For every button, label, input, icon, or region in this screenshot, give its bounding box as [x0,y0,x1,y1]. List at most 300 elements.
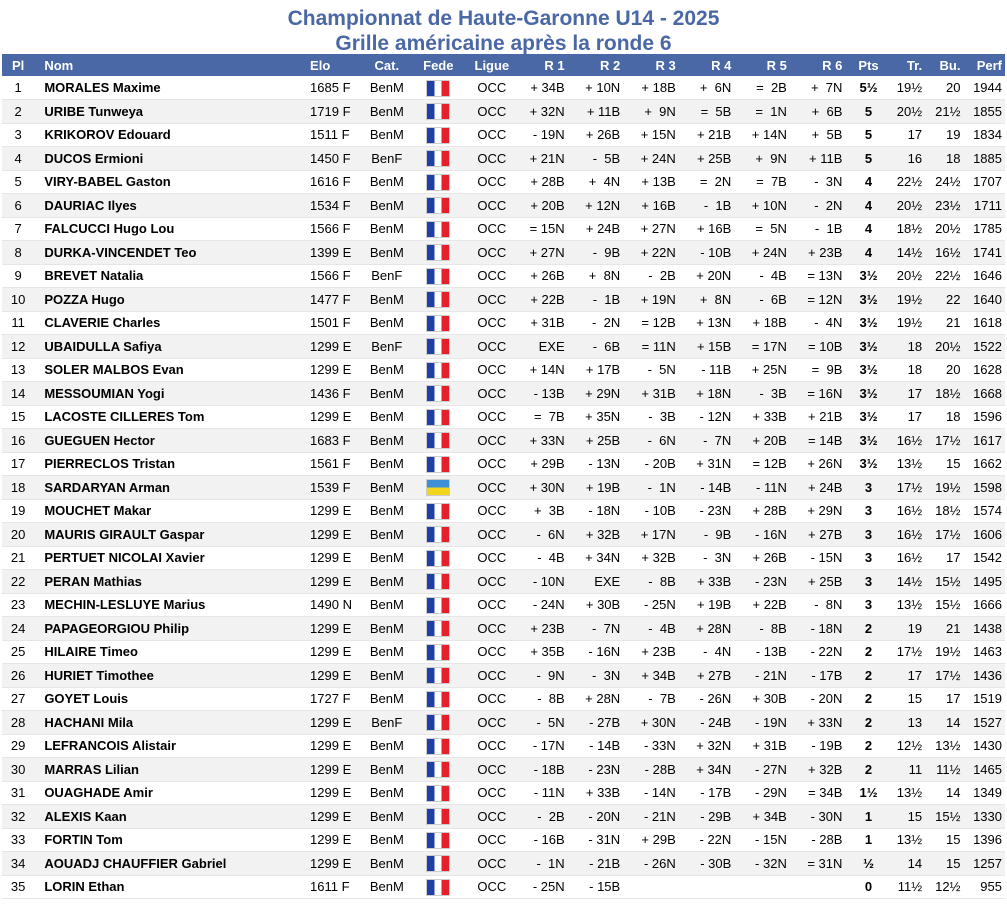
round-1-result-text: + 21N [529,150,565,166]
round-6-result [797,100,853,124]
rank-cell-text: 7 [14,221,22,237]
round-2-result [575,523,631,547]
points-cell-text: 4 [864,244,873,260]
category-cell-text: BenF [371,150,403,166]
round-2-result [575,335,631,359]
rank-cell [2,570,34,594]
rank-cell-text: 25 [10,644,26,660]
round-5-result-text: - 16N [755,526,787,542]
tiebreak-tr-cell [885,617,925,641]
round-1-result-text: + 34B [530,80,565,95]
table-row [2,476,1005,500]
tiebreak-bu-cell-text: 20 [946,80,961,95]
player-name [34,476,307,500]
round-4-result-text: - 14B [700,479,732,495]
category-cell-text: BenM [369,503,404,519]
round-3-result [630,452,686,476]
tiebreak-bu-cell-text: 15 [946,855,961,871]
player-name-text: MECHIN-LESLUYE Marius [44,597,206,613]
round-2-result-text: + 28N [585,691,621,707]
tiebreak-tr-cell-text: 17½ [896,644,923,660]
round-6-result-text: + 11B [809,150,843,166]
round-2-result [575,805,631,829]
round-2-result-text: - 20N [588,808,621,824]
round-5-result [741,288,797,312]
standings-body [2,76,1005,899]
round-5-result-text: - 23N [755,573,787,589]
round-4-result-text: - 12N [699,409,732,425]
player-name-text: HURIET Timothee [44,667,154,683]
round-3-result-text: - 14N [643,785,676,801]
table-row [2,382,1005,406]
round-2-result [575,476,631,500]
elo-cell-text: 1566 F [310,268,351,284]
round-5-result-text: + 9N [755,150,787,166]
round-1-result-text: = 15N [529,221,565,237]
elo-cell-text: 1399 E [310,244,352,260]
round-6-result [797,76,853,100]
league-cell [465,640,520,664]
col-header-r3: R 3 [655,57,676,73]
tiebreak-bu-cell [925,828,963,852]
federation-cell [412,147,465,171]
rank-cell-text: 22 [10,573,26,589]
player-name-text: MOUCHET Makar [44,503,152,519]
round-4-result [686,429,742,453]
tiebreak-tr-cell [885,100,925,124]
round-4-result-text: - 4N [703,644,732,660]
round-4-result [686,452,742,476]
federation-cell [412,805,465,829]
col-header-ligue: Ligue [474,57,510,73]
points-cell-text: 2 [864,761,873,777]
round-5-result [741,100,797,124]
round-3-result [630,476,686,500]
player-name-text: KRIKOROV Edouard [44,127,171,143]
performance-cell [963,875,1005,899]
performance-cell-text: 1438 [973,620,1002,636]
elo-cell-text: 1299 E [310,573,352,589]
table-row [2,852,1005,876]
elo-cell-text: 1539 F [310,479,351,495]
rank-cell [2,405,34,429]
france-flag-icon [427,339,449,354]
points-cell-text: 4 [864,174,873,190]
tiebreak-tr-cell [885,217,925,241]
round-1-result [519,382,575,406]
round-2-result-text: - 16N [588,644,621,660]
rank-cell [2,664,34,688]
performance-cell-text: 955 [980,879,1002,895]
tiebreak-bu-cell-text: 17 [946,691,961,707]
league-cell [465,76,520,100]
round-4-result [686,805,742,829]
round-5-result-text: + 10N [751,197,787,213]
league-cell [465,100,520,124]
round-3-result [630,288,686,312]
tiebreak-bu-cell [925,617,963,641]
tiebreak-bu-cell-text: 17 [946,550,961,566]
elo-cell-text: 1299 E [310,620,352,636]
tiebreak-tr-cell [885,358,925,382]
round-4-result-text: - 10B [700,244,732,260]
round-5-result-text: = 5N [755,221,787,237]
category-cell-text: BenM [369,479,404,495]
france-flag-icon [427,880,449,895]
category-cell [362,405,413,429]
category-cell [362,734,413,758]
round-1-result-text: - 17N [532,738,565,754]
round-3-result-text: + 17N [640,526,676,542]
tiebreak-tr-cell-text: 16½ [896,526,923,542]
tiebreak-bu-cell [925,405,963,429]
round-5-result-text: = 7B [756,174,787,190]
elo-cell [307,429,362,453]
rank-cell-text: 4 [14,150,22,166]
rank-cell [2,687,34,711]
france-flag-icon [427,245,449,260]
federation-cell [412,852,465,876]
round-3-result [630,640,686,664]
france-flag-icon [427,809,449,824]
tiebreak-tr-cell [885,758,925,782]
round-1-result-text: EXE [538,338,565,354]
tiebreak-bu-cell-text: 11½ [936,761,961,777]
performance-cell [963,781,1005,805]
tiebreak-bu-cell-text: 13½ [935,738,961,754]
round-3-result-text: = 12B [641,315,676,331]
round-1-result [519,687,575,711]
round-5-result-text: + 31B [752,738,787,754]
table-row [2,734,1005,758]
league-cell [465,664,520,688]
tiebreak-bu-cell-text: 17½ [935,667,961,683]
table-row [2,711,1005,735]
league-cell [465,311,520,335]
performance-cell [963,523,1005,547]
rank-cell-text: 11 [11,315,25,331]
round-3-result [630,758,686,782]
round-5-result [741,828,797,852]
round-4-result [686,476,742,500]
player-name [34,241,307,265]
round-2-result [575,452,631,476]
round-1-result [519,76,575,100]
elo-cell [307,570,362,594]
elo-cell [307,734,362,758]
round-1-result [519,429,575,453]
round-6-result-text: + 33N [807,714,843,730]
tiebreak-bu-cell [925,194,963,218]
col-header-cat: Cat. [374,57,400,73]
table-row [2,311,1005,335]
round-2-result-text: - 18N [588,503,621,519]
player-name-text: AOUADJ CHAUFFIER Gabriel [44,855,227,871]
league-cell [465,217,520,241]
round-3-result [630,76,686,100]
league-cell-text: OCC [477,667,507,683]
league-cell [465,758,520,782]
round-5-result [741,570,797,594]
league-cell-text: OCC [477,80,507,95]
round-1-result-text: - 18B [533,761,565,777]
round-3-result [630,499,686,523]
tiebreak-bu-cell [925,100,963,124]
tiebreak-bu-cell-text: 15½ [935,597,961,613]
round-5-result-text: - 8B [759,620,787,636]
player-name [34,311,307,335]
round-3-result-text: + 31B [641,385,676,401]
table-row [2,241,1005,265]
round-2-result-text: - 1B [592,291,621,307]
performance-cell-text: 1618 [973,315,1002,331]
category-cell [362,476,413,500]
category-cell-text: BenM [369,644,404,660]
rank-cell-text: 13 [10,362,26,378]
round-6-result-text: + 23B [808,244,843,260]
france-flag-icon [427,692,449,707]
round-6-result [797,875,853,899]
round-4-result-text: - 26N [699,691,732,707]
round-6-result [797,805,853,829]
federation-cell [412,664,465,688]
round-2-result-text: - 5B [592,150,621,166]
points-cell [852,852,884,876]
category-cell-text: BenM [369,597,404,613]
player-name [34,640,307,664]
round-3-result [630,335,686,359]
round-6-result-text: - 2N [814,197,843,213]
category-cell-text: BenM [369,573,404,589]
rank-cell [2,452,34,476]
points-cell-text: 5 [864,150,873,166]
league-cell [465,781,520,805]
tiebreak-bu-cell [925,593,963,617]
rank-cell-text: 12 [10,338,26,354]
france-flag-icon [427,386,449,401]
elo-cell-text: 1727 F [310,691,351,707]
col-header-pts: Pts [858,57,879,73]
points-cell-text: 3 [864,597,873,613]
tiebreak-bu-cell [925,382,963,406]
round-5-result [741,452,797,476]
round-5-result-text: - 29N [755,785,787,801]
round-6-result-text: + 25B [808,573,843,589]
round-1-result-text: - 5N [536,714,565,730]
col-header-perf: Perf [976,57,1002,73]
round-1-result [519,593,575,617]
performance-cell-text: 1396 [973,832,1002,848]
round-1-result [519,546,575,570]
round-5-result [741,358,797,382]
round-3-result-text: + 30N [640,714,676,730]
round-2-result [575,194,631,218]
player-name [34,617,307,641]
performance-cell-text: 1944 [973,80,1002,95]
round-1-result [519,523,575,547]
round-6-result [797,828,853,852]
round-1-result [519,194,575,218]
performance-cell-text: 1330 [973,808,1002,824]
france-flag-icon [427,292,449,307]
round-2-result [575,546,631,570]
rank-cell-text: 6 [14,197,22,213]
round-6-result-text: + 7N [810,80,843,95]
category-cell [362,241,413,265]
category-cell [362,194,413,218]
tiebreak-tr-cell-text: 11½ [897,879,923,895]
round-4-result-text: + 28N [696,620,732,636]
round-5-result [741,405,797,429]
performance-cell [963,687,1005,711]
player-name [34,100,307,124]
performance-cell-text: 1668 [973,385,1002,401]
tiebreak-tr-cell-text: 20½ [896,197,923,213]
points-cell [852,382,884,406]
round-1-result-text: - 19N [532,127,565,143]
round-4-result-text: + 31N [696,456,732,472]
points-cell [852,499,884,523]
round-1-result-text: - 4B [537,550,565,566]
points-cell [852,711,884,735]
category-cell-text: BenM [369,667,404,683]
rank-cell-text: 20 [10,526,26,542]
player-name-text: PAPAGEORGIOU Philip [44,620,190,636]
round-4-result [686,241,742,265]
tiebreak-bu-cell [925,734,963,758]
points-cell [852,429,884,453]
france-flag-icon [427,574,449,589]
round-6-result [797,664,853,688]
performance-cell-text: 1465 [973,761,1002,777]
rank-cell-text: 33 [10,832,26,848]
table-row [2,194,1005,218]
round-4-result [686,781,742,805]
round-2-result-text: + 32B [585,526,621,542]
player-name-text: DURKA-VINCENDET Teo [44,244,197,260]
tiebreak-tr-cell-text: 13 [907,714,923,730]
round-5-result [741,781,797,805]
round-5-result-text: = 2B [756,80,787,95]
performance-cell [963,335,1005,359]
performance-cell-text: 1349 [973,785,1002,801]
category-cell [362,828,413,852]
federation-cell [412,194,465,218]
tiebreak-bu-cell [925,758,963,782]
federation-cell [412,241,465,265]
round-6-result [797,358,853,382]
points-cell [852,123,884,147]
player-name-text: ALEXIS Kaan [44,808,127,824]
round-2-result [575,640,631,664]
rank-cell [2,194,34,218]
points-cell [852,781,884,805]
tiebreak-tr-cell-text: 17 [907,385,923,401]
round-6-result [797,170,853,194]
round-4-result [686,546,742,570]
rank-cell [2,335,34,359]
round-4-result [686,687,742,711]
round-2-result [575,781,631,805]
federation-cell [412,100,465,124]
round-3-result-text: + 24N [640,150,676,166]
league-cell-text: OCC [477,644,507,660]
category-cell [362,570,413,594]
round-1-result-text: + 32N [529,103,565,119]
tiebreak-tr-cell [885,405,925,429]
rank-cell [2,758,34,782]
league-cell [465,241,520,265]
rank-cell [2,523,34,547]
round-2-result-text: + 34N [585,550,621,566]
league-cell [465,358,520,382]
tiebreak-bu-cell-text: 17½ [935,526,961,542]
tiebreak-tr-cell-text: 17 [907,667,923,683]
page-title: Championnat de Haute-Garonne U14 - 2025 [287,7,720,30]
tiebreak-bu-cell-text: 21½ [935,103,961,119]
round-2-result [575,828,631,852]
round-4-result [686,194,742,218]
category-cell-text: BenM [369,103,404,119]
round-6-result [797,217,853,241]
elo-cell [307,476,362,500]
round-4-result [686,311,742,335]
round-1-result-text: + 20B [530,197,565,213]
round-3-result [630,405,686,429]
round-2-result-text: - 21B [589,855,621,871]
round-4-result-text: + 25B [696,150,732,166]
tiebreak-tr-cell-text: 22½ [896,174,923,190]
round-3-result-text: - 3B [648,409,676,425]
tiebreak-tr-cell [885,452,925,476]
category-cell-text: BenM [369,620,404,636]
round-5-result [741,382,797,406]
rank-cell-text: 1 [14,80,22,95]
points-cell-text: 3 [864,526,873,542]
elo-cell-text: 1299 E [310,808,352,824]
round-4-result-text: + 8N [699,291,732,307]
league-cell-text: OCC [477,503,507,519]
round-6-result [797,758,853,782]
elo-cell [307,194,362,218]
elo-cell-text: 1561 F [310,456,351,472]
round-4-result-text: = 2N [699,174,732,190]
round-3-result [630,241,686,265]
round-1-result-text: + 33N [529,432,565,448]
round-1-result-text: - 2B [537,808,565,824]
category-cell-text: BenM [369,550,404,566]
league-cell [465,734,520,758]
performance-cell [963,711,1005,735]
round-3-result-text: + 15N [640,127,676,143]
player-name-text: MAURIS GIRAULT Gaspar [44,526,205,542]
elo-cell-text: 1685 F [310,80,351,95]
round-4-result [686,147,742,171]
player-name-text: DUCOS Ermioni [44,150,144,166]
round-4-result [686,875,742,899]
tiebreak-tr-cell [885,805,925,829]
points-cell-text: 1 [864,832,873,848]
round-3-result-text: + 16B [641,197,676,213]
round-6-result [797,711,853,735]
round-4-result [686,570,742,594]
round-5-result-text: + 20B [752,432,787,448]
round-2-result [575,76,631,100]
player-name-text: LACOSTE CILLERES Tom [44,409,205,425]
round-1-result [519,123,575,147]
round-1-result [519,217,575,241]
round-5-result-text: + 28B [752,503,787,519]
